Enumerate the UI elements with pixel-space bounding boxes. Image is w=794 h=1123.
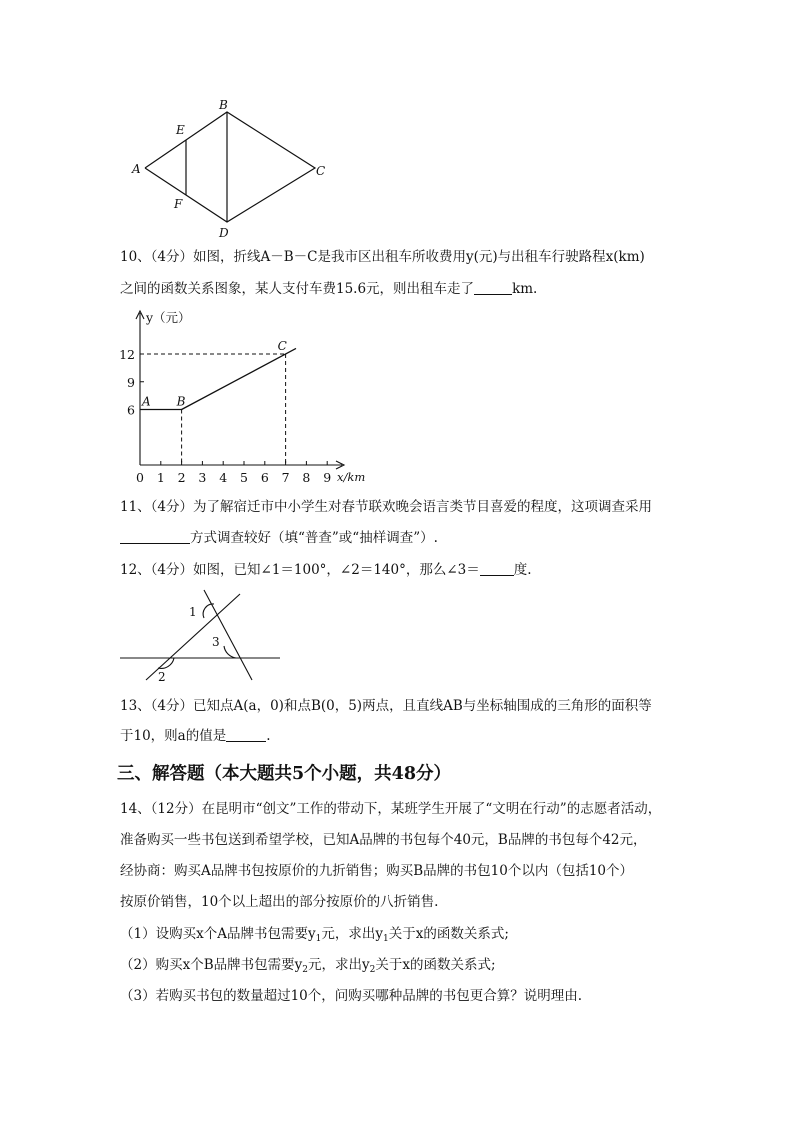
x-axis-title: x/km xyxy=(337,470,366,484)
rhombus-figure xyxy=(120,95,340,245)
q14-part2-text: （2）购买x个B品牌书包需要 xyxy=(120,957,295,973)
q14-line2: 准备购买一些书包送到希望学校，已知A品牌的书包每个40元，B品牌的书包每个42元， xyxy=(120,832,647,848)
label-b: B xyxy=(219,98,228,112)
q11-answer-blank[interactable] xyxy=(120,529,190,544)
rhombus-outline xyxy=(145,112,315,222)
q11-line2 xyxy=(120,528,680,548)
q14-part1-sub: 1 xyxy=(315,934,322,944)
q14-line4: 按原价销售，10个以上超出的部分按原价的八折销售. xyxy=(120,894,439,910)
x-tick-label: 9 xyxy=(323,470,332,485)
x-tick-label: 8 xyxy=(302,470,311,485)
q13-line2-end: . xyxy=(266,728,271,744)
q14-part1 xyxy=(120,924,680,949)
label-d: D xyxy=(219,226,229,240)
q12-answer-blank[interactable] xyxy=(480,561,514,576)
q12-text: 12、（4分）如图，已知∠1＝100°，∠2＝140°，那么∠3＝ xyxy=(120,562,480,578)
taxi-fare-graph xyxy=(112,305,372,490)
q10-line2 xyxy=(120,279,680,299)
q14-line3: 经协商：购买A品牌书包按原价的九折销售；购买B品牌的书包10个以内（包括10个） xyxy=(120,863,634,879)
q14-line1: 14、（12分）在昆明市“创文”工作的带动下，某班学生开展了“文明在行动”的志愿者活动， xyxy=(120,801,662,817)
label-f: F xyxy=(174,197,183,211)
angle-3-arc xyxy=(224,646,236,658)
y-tick-label: 6 xyxy=(127,402,135,418)
angle-label-1: 1 xyxy=(189,605,197,619)
q10-unit: km. xyxy=(512,281,538,297)
x-tick-label: 5 xyxy=(240,470,248,485)
q10-line1: 10、（4分）如图，折线A－B－C是我市区出租车所收费用y(元)与出租车行驶路程x(km) xyxy=(120,249,645,265)
q14-part2 xyxy=(120,955,680,980)
q13-line2 xyxy=(120,726,680,746)
x-tick-label: 6 xyxy=(260,470,269,485)
x-tick-label: 1 xyxy=(156,470,165,485)
fare-segment-bc xyxy=(182,348,296,409)
q10-answer-blank[interactable] xyxy=(474,280,512,295)
point-label-c: C xyxy=(277,339,287,353)
x-tick-label: 3 xyxy=(198,470,207,485)
section-heading: 三、解答题（本大题共5个小题，共48分） xyxy=(117,764,452,784)
q11-line1: 11、（4分）为了解宿迁市中小学生对春节联欢晚会语言类节目喜爱的程度，这项调查采用 xyxy=(120,499,653,515)
y-tick-label: 9 xyxy=(127,374,135,390)
q14-part1-var2: y xyxy=(375,926,383,942)
x-tick-label: 2 xyxy=(177,470,186,485)
q14-part2-end: 关于x的函数关系式; xyxy=(375,957,496,973)
label-a: A xyxy=(132,162,141,176)
q10-line2-text: 之间的函数关系图象，某人支付车费15.6元，则出租车走了 xyxy=(120,281,475,297)
q14-part1-end: 关于x的函数关系式; xyxy=(388,926,509,942)
q14-part1-var: y xyxy=(307,926,316,942)
q14-part2-var2: y xyxy=(362,957,370,973)
q13-line2-text: 于10，则a的值是 xyxy=(120,728,227,744)
label-e: E xyxy=(176,123,185,137)
q14-part2-mid: 元，求出 xyxy=(308,957,362,973)
q14-part1-mid: 元，求出 xyxy=(321,926,376,942)
y-axis-title: y（元） xyxy=(146,310,191,325)
x-tick-label: 4 xyxy=(219,470,228,485)
q13-answer-blank[interactable] xyxy=(226,727,266,742)
q14-part3: （3）若购买书包的数量超过10个，问购买哪种品牌的书包更合算？说明理由. xyxy=(120,988,583,1004)
q12-line xyxy=(120,560,680,580)
angle-label-2: 2 xyxy=(158,670,166,684)
x-tick-label: 0 xyxy=(136,470,144,485)
q11-line2-text: 方式调查较好（填“普查”或“抽样调查”）. xyxy=(190,530,438,546)
point-label-b: B xyxy=(176,394,186,409)
q14-part2-var: y xyxy=(294,957,303,973)
label-c: C xyxy=(316,164,326,178)
x-tick-label: 7 xyxy=(281,470,290,485)
q13-line1: 13、（4分）已知点A(a，0)和点B(0，5)两点，且直线AB与坐标轴围成的三角形的面积等 xyxy=(120,698,652,714)
q14-part2-sub2: 2 xyxy=(369,965,376,975)
q14-part1-sub2: 1 xyxy=(382,934,389,944)
q12-unit: 度. xyxy=(513,562,532,578)
angle-label-3: 3 xyxy=(212,635,220,649)
q14-part2-sub: 2 xyxy=(302,965,308,975)
point-label-a: A xyxy=(142,394,151,409)
y-tick-label: 12 xyxy=(119,347,135,362)
q14-part1-text: （1）设购买x个A品牌书包需要 xyxy=(120,926,308,942)
angle-figure xyxy=(118,588,286,692)
